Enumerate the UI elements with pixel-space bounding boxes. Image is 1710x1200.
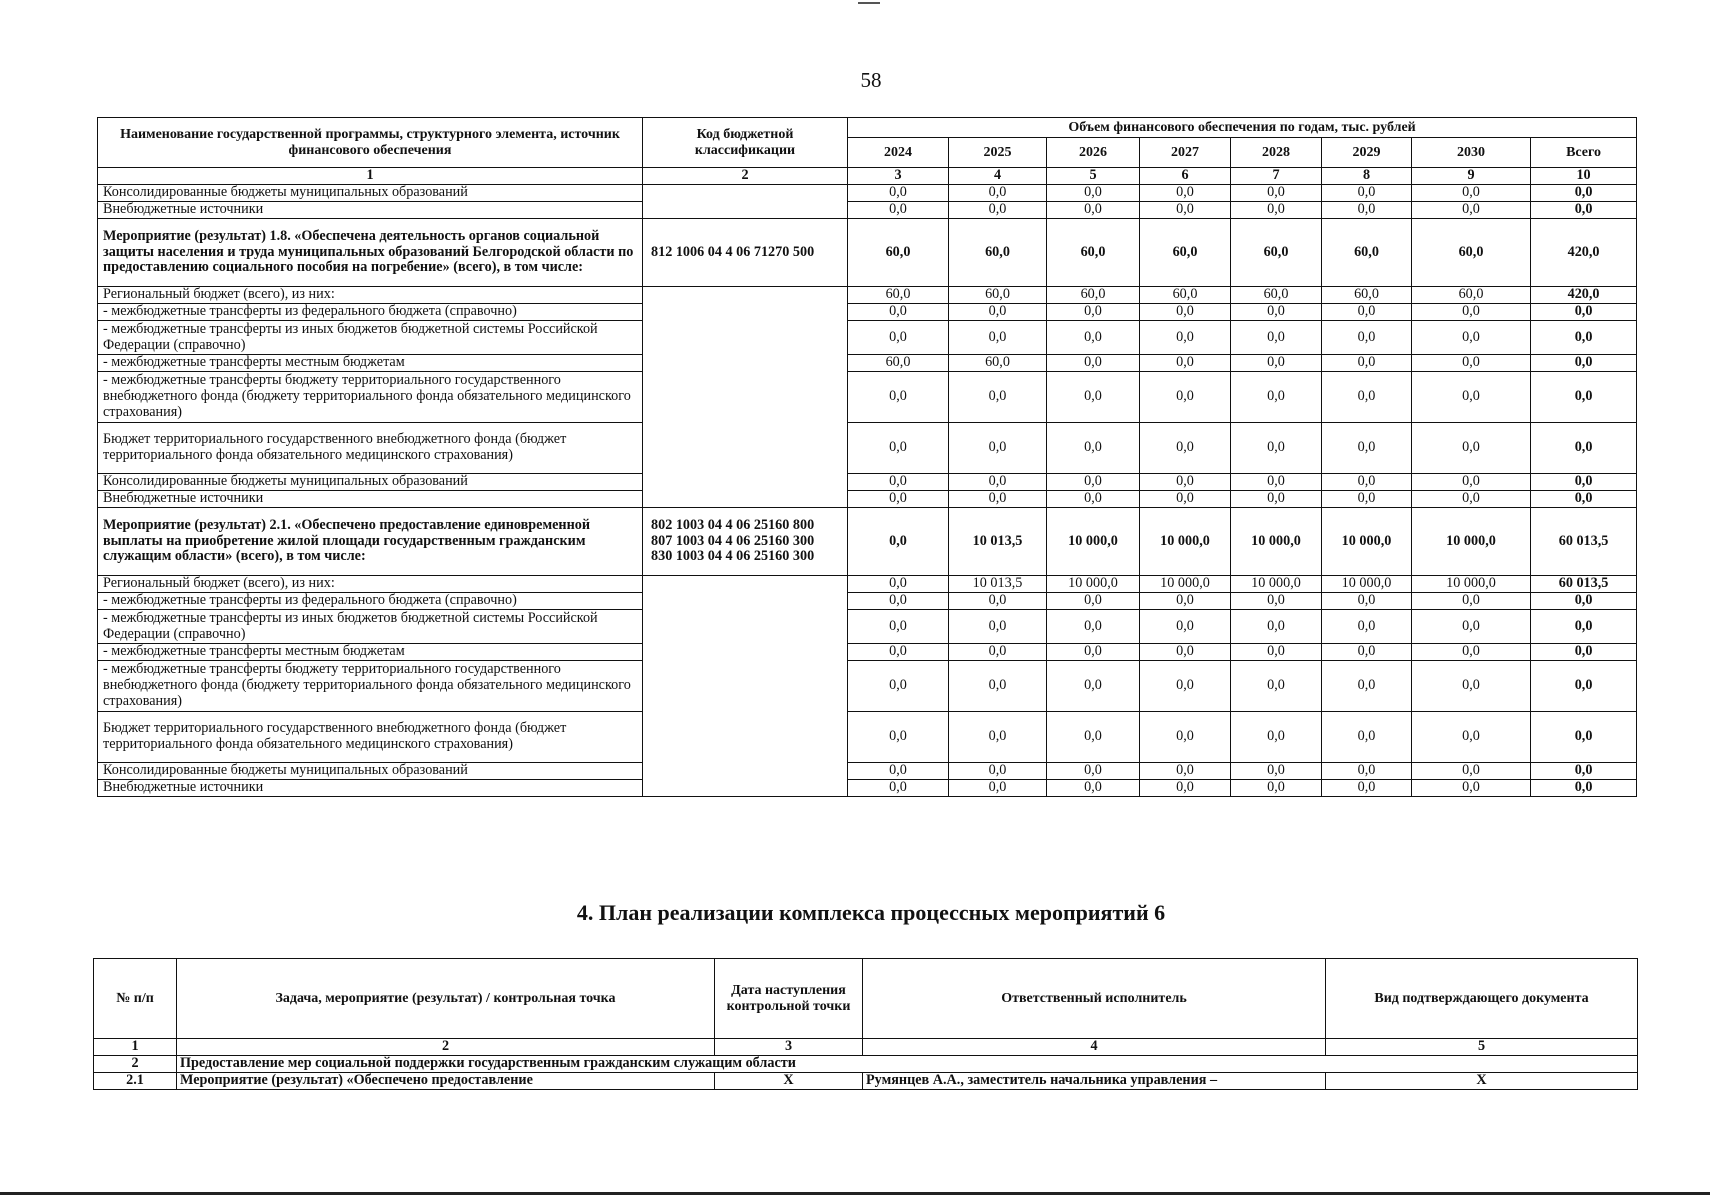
value-cell: 10 000,0 (1231, 508, 1322, 576)
value-cell: 60,0 (1140, 219, 1231, 287)
row-name: Региональный бюджет (всего), из них: (98, 576, 643, 593)
value-cell: 0,0 (848, 423, 949, 474)
budget-code (643, 185, 848, 219)
plan-column-number: 1 (94, 1039, 177, 1056)
table-row (98, 491, 1637, 508)
value-cell: 0,0 (1231, 780, 1322, 797)
plan-column-number: 2 (177, 1039, 715, 1056)
value-cell: 0,0 (1322, 644, 1412, 661)
value-total: 0,0 (1531, 202, 1637, 219)
value-total: 0,0 (1531, 355, 1637, 372)
value-cell: 0,0 (1412, 372, 1531, 423)
column-number: 10 (1531, 168, 1637, 185)
value-cell: 0,0 (1412, 304, 1531, 321)
value-total: 0,0 (1531, 593, 1637, 610)
value-cell: 0,0 (1047, 355, 1140, 372)
value-total: 420,0 (1531, 287, 1637, 304)
measure-row (98, 219, 1637, 287)
budget-code (643, 287, 848, 508)
column-number: 3 (848, 168, 949, 185)
value-cell: 0,0 (1412, 355, 1531, 372)
value-cell: 0,0 (1047, 491, 1140, 508)
value-cell: 0,0 (1322, 202, 1412, 219)
value-cell: 0,0 (1140, 474, 1231, 491)
value-total: 0,0 (1531, 763, 1637, 780)
row-name: Консолидированные бюджеты муниципальных образований (98, 474, 643, 491)
table-row (98, 321, 1637, 355)
page-number: 58 (860, 68, 882, 92)
value-cell: 10 000,0 (1412, 576, 1531, 593)
value-cell: 0,0 (848, 185, 949, 202)
row-name: - межбюджетные трансферты из иных бюджетов бюджетной системы Российской Федерации (справочно) (98, 321, 643, 355)
column-number: 9 (1412, 168, 1531, 185)
row-name: Бюджет территориального государственного внебюджетного фонда (бюджет территориального фонда обязательного медицинского страхования) (98, 712, 643, 763)
value-cell: 0,0 (949, 593, 1047, 610)
plan-row-num: 2 (94, 1055, 177, 1072)
value-cell: 0,0 (1047, 321, 1140, 355)
budget-code-line: 807 1003 04 4 06 25160 300 (651, 532, 815, 549)
plan-header-date: Дата наступления контрольной точки (715, 959, 863, 1039)
value-cell: 0,0 (848, 202, 949, 219)
value-total: 0,0 (1531, 474, 1637, 491)
value-cell: 0,0 (1140, 355, 1231, 372)
budget-code-line: 830 1003 04 4 06 25160 300 (651, 548, 815, 565)
value-cell: 60,0 (1231, 219, 1322, 287)
scan-mark (858, 2, 880, 4)
value-cell: 0,0 (1412, 593, 1531, 610)
value-cell: 0,0 (1140, 423, 1231, 474)
row-name: Консолидированные бюджеты муниципальных образований (98, 763, 643, 780)
value-cell: 10 000,0 (1322, 508, 1412, 576)
row-name: Внебюджетные источники (98, 491, 643, 508)
value-cell: 0,0 (1047, 763, 1140, 780)
value-cell: 0,0 (1412, 185, 1531, 202)
plan-row-2 (94, 1055, 1638, 1072)
section-heading: 4. План реализации комплекса процессных мероприятий 6 (576, 900, 1166, 925)
header-year-2: 2026 (1047, 138, 1140, 168)
row-name: Региональный бюджет (всего), из них: (98, 287, 643, 304)
header-year-3: 2027 (1140, 138, 1231, 168)
value-total: 60 013,5 (1531, 508, 1637, 576)
value-cell: 0,0 (848, 644, 949, 661)
value-cell: 0,0 (1322, 185, 1412, 202)
value-total: 0,0 (1531, 491, 1637, 508)
value-cell: 0,0 (1231, 763, 1322, 780)
header-code-col: Код бюджетной классификации (643, 118, 848, 168)
header-name-col: Наименование государственной программы, структурного элемента, источник финансового обеспечения (98, 118, 643, 168)
row-name: - межбюджетные трансферты из иных бюджетов бюджетной системы Российской Федерации (справочно) (98, 610, 643, 644)
bottom-rule (0, 1192, 1710, 1195)
value-cell: 0,0 (1140, 780, 1231, 797)
value-cell: 0,0 (1412, 610, 1531, 644)
plan-row-task: Мероприятие (результат) «Обеспечено предоставление (177, 1072, 715, 1089)
value-cell: 0,0 (1231, 661, 1322, 712)
plan-row-2-1 (94, 1072, 1638, 1089)
value-cell: 60,0 (1412, 287, 1531, 304)
table-row (98, 304, 1637, 321)
value-cell: 0,0 (848, 576, 949, 593)
value-total: 0,0 (1531, 610, 1637, 644)
table-row (98, 287, 1637, 304)
value-cell: 0,0 (1047, 372, 1140, 423)
value-cell: 0,0 (949, 610, 1047, 644)
header-year-5: 2029 (1322, 138, 1412, 168)
value-cell: 0,0 (949, 763, 1047, 780)
value-cell: 0,0 (1322, 423, 1412, 474)
value-cell: 0,0 (1231, 712, 1322, 763)
value-cell: 0,0 (1047, 593, 1140, 610)
value-cell: 10 013,5 (949, 576, 1047, 593)
value-cell: 0,0 (1231, 372, 1322, 423)
plan-header-doc-type: Вид подтверждающего документа (1326, 959, 1638, 1039)
value-cell: 0,0 (1231, 185, 1322, 202)
row-name: - межбюджетные трансферты бюджету территориального государственного внебюджетного фонда (бюджету территориального фонда обязательного медицинского страхования) (98, 372, 643, 423)
table-row (98, 423, 1637, 474)
value-cell: 0,0 (848, 661, 949, 712)
table-row (98, 593, 1637, 610)
value-total: 0,0 (1531, 321, 1637, 355)
budget-code (643, 576, 848, 797)
plan-header-responsible: Ответственный исполнитель (863, 959, 1326, 1039)
value-cell: 0,0 (949, 423, 1047, 474)
table-row (98, 185, 1637, 202)
budget-code (643, 508, 848, 576)
value-cell: 60,0 (1322, 219, 1412, 287)
column-number: 1 (98, 168, 643, 185)
value-cell: 0,0 (1047, 423, 1140, 474)
value-cell: 0,0 (1231, 644, 1322, 661)
table-row (98, 661, 1637, 712)
value-cell: 0,0 (1047, 610, 1140, 644)
value-cell: 0,0 (949, 491, 1047, 508)
value-cell: 0,0 (949, 321, 1047, 355)
value-cell: 0,0 (1412, 661, 1531, 712)
value-total: 0,0 (1531, 712, 1637, 763)
table-row (98, 610, 1637, 644)
value-cell: 60,0 (1140, 287, 1231, 304)
value-cell: 0,0 (1322, 610, 1412, 644)
value-total: 0,0 (1531, 185, 1637, 202)
value-cell: 0,0 (1322, 780, 1412, 797)
table-row (98, 576, 1637, 593)
value-cell: 0,0 (1140, 610, 1231, 644)
value-cell: 0,0 (848, 508, 949, 576)
row-name: Консолидированные бюджеты муниципальных образований (98, 185, 643, 202)
row-name: Бюджет территориального государственного внебюджетного фонда (бюджет территориального фонда обязательного медицинского страхования) (98, 423, 643, 474)
value-total: 0,0 (1531, 304, 1637, 321)
value-cell: 0,0 (1231, 321, 1322, 355)
value-cell: 0,0 (848, 372, 949, 423)
plan-header-task: Задача, мероприятие (результат) / контрольная точка (177, 959, 715, 1039)
header-year-0: 2024 (848, 138, 949, 168)
value-cell: 0,0 (848, 474, 949, 491)
table-row (98, 355, 1637, 372)
value-cell: 0,0 (1231, 355, 1322, 372)
row-name: Внебюджетные источники (98, 780, 643, 797)
value-cell: 0,0 (949, 304, 1047, 321)
value-cell: 60,0 (1412, 219, 1531, 287)
value-cell: 0,0 (949, 202, 1047, 219)
value-cell: 0,0 (848, 304, 949, 321)
value-cell: 0,0 (1231, 423, 1322, 474)
value-cell: 0,0 (848, 321, 949, 355)
value-cell: 10 013,5 (949, 508, 1047, 576)
measure-row (98, 508, 1637, 576)
header-year-4: 2028 (1231, 138, 1322, 168)
header-year-6: 2030 (1412, 138, 1531, 168)
value-cell: 0,0 (949, 372, 1047, 423)
value-cell: 0,0 (949, 185, 1047, 202)
budget-code-line: 812 1006 04 4 06 71270 500 (651, 243, 815, 260)
value-total: 0,0 (1531, 423, 1637, 474)
value-cell: 10 000,0 (1140, 508, 1231, 576)
plan-column-number: 3 (715, 1039, 863, 1056)
row-name: - межбюджетные трансферты из федерального бюджета (справочно) (98, 304, 643, 321)
value-cell: 0,0 (1047, 712, 1140, 763)
value-cell: 0,0 (1231, 491, 1322, 508)
value-cell: 0,0 (1322, 372, 1412, 423)
plan-row-num: 2.1 (94, 1072, 177, 1089)
table-row (98, 780, 1637, 797)
row-name: - межбюджетные трансферты бюджету территориального государственного внебюджетного фонда (бюджету территориального фонда обязательного медицинского страхования) (98, 661, 643, 712)
value-cell: 0,0 (1047, 474, 1140, 491)
value-cell: 10 000,0 (1412, 508, 1531, 576)
row-name: Мероприятие (результат) 2.1. «Обеспечено предоставление единовременной выплаты на приобретение жилой площади государственным гражданским служащим области» (всего), в том числе: (98, 508, 643, 576)
value-cell: 0,0 (1322, 474, 1412, 491)
value-cell: 0,0 (848, 763, 949, 780)
value-cell: 0,0 (848, 712, 949, 763)
value-cell: 0,0 (1140, 304, 1231, 321)
value-cell: 60,0 (949, 287, 1047, 304)
value-cell: 10 000,0 (1140, 576, 1231, 593)
value-cell: 0,0 (1231, 474, 1322, 491)
value-cell: 60,0 (848, 219, 949, 287)
value-cell: 0,0 (949, 712, 1047, 763)
value-cell: 0,0 (1412, 423, 1531, 474)
column-number: 4 (949, 168, 1047, 185)
value-cell: 0,0 (1412, 712, 1531, 763)
table-row (98, 712, 1637, 763)
value-cell: 60,0 (949, 219, 1047, 287)
plan-row-doc-type: X (1326, 1072, 1638, 1089)
value-cell: 0,0 (1231, 304, 1322, 321)
value-cell: 0,0 (1322, 321, 1412, 355)
column-number: 5 (1047, 168, 1140, 185)
value-cell: 0,0 (1140, 185, 1231, 202)
value-cell: 0,0 (848, 780, 949, 797)
value-cell: 0,0 (1322, 304, 1412, 321)
value-cell: 0,0 (848, 491, 949, 508)
column-number: 7 (1231, 168, 1322, 185)
plan-column-number: 5 (1326, 1039, 1638, 1056)
value-cell: 0,0 (1412, 644, 1531, 661)
table-row (98, 372, 1637, 423)
budget-code (643, 219, 848, 287)
value-cell: 0,0 (848, 610, 949, 644)
header-years-group: Объем финансового обеспечения по годам, тыс. рублей (848, 118, 1637, 138)
row-name: - межбюджетные трансферты местным бюджетам (98, 644, 643, 661)
plan-header-num: № п/п (94, 959, 177, 1039)
column-number: 8 (1322, 168, 1412, 185)
value-cell: 0,0 (1047, 780, 1140, 797)
value-cell: 0,0 (1140, 593, 1231, 610)
value-cell: 0,0 (848, 593, 949, 610)
value-cell: 0,0 (1412, 321, 1531, 355)
value-cell: 0,0 (1047, 185, 1140, 202)
table-row (98, 763, 1637, 780)
value-cell: 0,0 (1140, 644, 1231, 661)
value-cell: 0,0 (1322, 712, 1412, 763)
value-cell: 0,0 (1231, 610, 1322, 644)
value-cell: 0,0 (1140, 202, 1231, 219)
value-cell: 0,0 (949, 474, 1047, 491)
header-year-7: Всего (1531, 138, 1637, 168)
plan-column-number: 4 (863, 1039, 1326, 1056)
value-cell: 10 000,0 (1322, 576, 1412, 593)
plan-table (93, 958, 1638, 1090)
value-cell: 0,0 (1140, 372, 1231, 423)
value-cell: 0,0 (1412, 780, 1531, 797)
table-row (98, 474, 1637, 491)
value-total: 60 013,5 (1531, 576, 1637, 593)
column-number: 2 (643, 168, 848, 185)
value-cell: 0,0 (1140, 321, 1231, 355)
value-cell: 10 000,0 (1047, 576, 1140, 593)
plan-row-responsible: Румянцев А.А., заместитель начальника управления – (863, 1072, 1326, 1089)
value-cell: 60,0 (1322, 287, 1412, 304)
table-row (98, 644, 1637, 661)
value-cell: 0,0 (1047, 661, 1140, 712)
budget-code-line: 802 1003 04 4 06 25160 800 (651, 516, 815, 533)
value-total: 420,0 (1531, 219, 1637, 287)
value-cell: 60,0 (949, 355, 1047, 372)
value-total: 0,0 (1531, 780, 1637, 797)
value-cell: 0,0 (1140, 763, 1231, 780)
value-cell: 10 000,0 (1231, 576, 1322, 593)
value-total: 0,0 (1531, 661, 1637, 712)
value-cell: 60,0 (848, 287, 949, 304)
value-cell: 0,0 (1140, 661, 1231, 712)
value-cell: 60,0 (848, 355, 949, 372)
value-cell: 60,0 (1047, 287, 1140, 304)
column-number: 6 (1140, 168, 1231, 185)
value-cell: 0,0 (1412, 491, 1531, 508)
value-cell: 10 000,0 (1047, 508, 1140, 576)
value-cell: 0,0 (1322, 763, 1412, 780)
value-cell: 0,0 (1140, 712, 1231, 763)
value-cell: 0,0 (1047, 202, 1140, 219)
value-cell: 0,0 (1322, 491, 1412, 508)
row-name: - межбюджетные трансферты из федерального бюджета (справочно) (98, 593, 643, 610)
value-cell: 0,0 (1412, 763, 1531, 780)
value-cell: 0,0 (1322, 661, 1412, 712)
value-cell: 0,0 (949, 644, 1047, 661)
value-cell: 60,0 (1047, 219, 1140, 287)
value-total: 0,0 (1531, 372, 1637, 423)
value-cell: 0,0 (1047, 644, 1140, 661)
financing-table (97, 117, 1637, 797)
value-cell: 0,0 (1412, 474, 1531, 491)
value-cell: 0,0 (949, 661, 1047, 712)
value-cell: 0,0 (1322, 355, 1412, 372)
value-cell: 0,0 (1412, 202, 1531, 219)
value-cell: 60,0 (1231, 287, 1322, 304)
value-cell: 0,0 (949, 780, 1047, 797)
value-total: 0,0 (1531, 644, 1637, 661)
value-cell: 0,0 (1231, 202, 1322, 219)
value-cell: 0,0 (1140, 491, 1231, 508)
plan-row-task: Предоставление мер социальной поддержки государственным гражданским служащим области (177, 1055, 1638, 1072)
header-year-1: 2025 (949, 138, 1047, 168)
plan-row-date: X (715, 1072, 863, 1089)
value-cell: 0,0 (1322, 593, 1412, 610)
value-cell: 0,0 (1047, 304, 1140, 321)
row-name: Внебюджетные источники (98, 202, 643, 219)
row-name: Мероприятие (результат) 1.8. «Обеспечена деятельность органов социальной защиты населения и труда муниципальных образований Белгородской области по предоставлению социального пособия на погребение» (всего), в том числе: (98, 219, 643, 287)
value-cell: 0,0 (1231, 593, 1322, 610)
table-row (98, 202, 1637, 219)
row-name: - межбюджетные трансферты местным бюджетам (98, 355, 643, 372)
